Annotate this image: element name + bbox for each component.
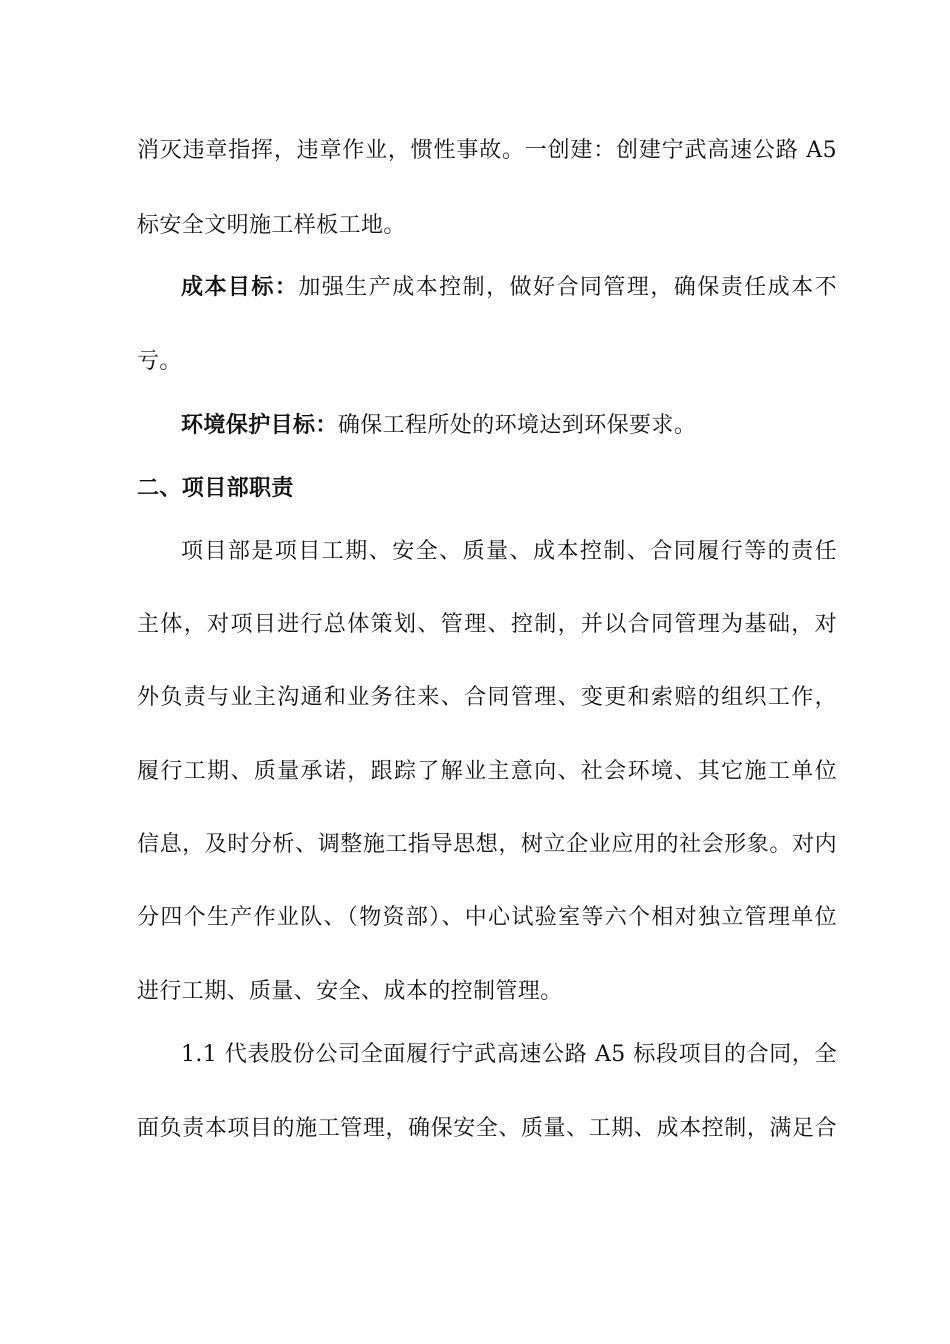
- paragraph-line: 进行工期、质量、安全、成本的控制管理。: [137, 979, 563, 1004]
- paragraph-line: 标安全文明施工样板工地。: [137, 213, 406, 238]
- paragraph-line: 消灭违章指挥，违章作业，惯性事故。一创建：创建宁武高速公路 A5: [137, 138, 837, 163]
- paragraph-line: 分四个生产作业队、（物资部）、中心试验室等六个相对独立管理单位: [137, 905, 837, 930]
- env-target-line: [181, 410, 837, 441]
- env-target-text: 确保工程所处的环境达到环保要求。: [337, 413, 697, 438]
- paragraph-line: 履行工期、质量承诺，跟踪了解业主意向、社会环境、其它施工单位: [137, 759, 837, 784]
- paragraph-line: 面负责本项目的施工管理，确保安全、质量、工期、成本控制，满足合: [137, 1116, 837, 1141]
- paragraph-line: 主体，对项目进行总体策划、管理、控制，并以合同管理为基础，对: [137, 612, 837, 637]
- paragraph-line: 项目部是项目工期、安全、质量、成本控制、合同履行等的责任: [181, 539, 837, 564]
- cost-target-text: 加强生产成本控制，做好合同管理，确保责任成本不: [298, 275, 837, 300]
- env-target-label: 环境保护目标：: [181, 412, 338, 438]
- paragraph-line: 1.1 代表股份公司全面履行宁武高速公路 A5 标段项目的合同，全: [181, 1042, 837, 1067]
- paragraph-line: 亏。: [137, 349, 182, 374]
- section-heading: 二、项目部职责: [137, 475, 294, 501]
- cost-target-line: [181, 272, 837, 303]
- paragraph-line: 信息，及时分析、调整施工指导思想，树立企业应用的社会形象。对内: [137, 832, 837, 857]
- cost-target-label: 成本目标：: [181, 274, 299, 300]
- paragraph-line: 外负责与业主沟通和业务往来、合同管理、变更和索赔的组织工作，: [137, 685, 837, 710]
